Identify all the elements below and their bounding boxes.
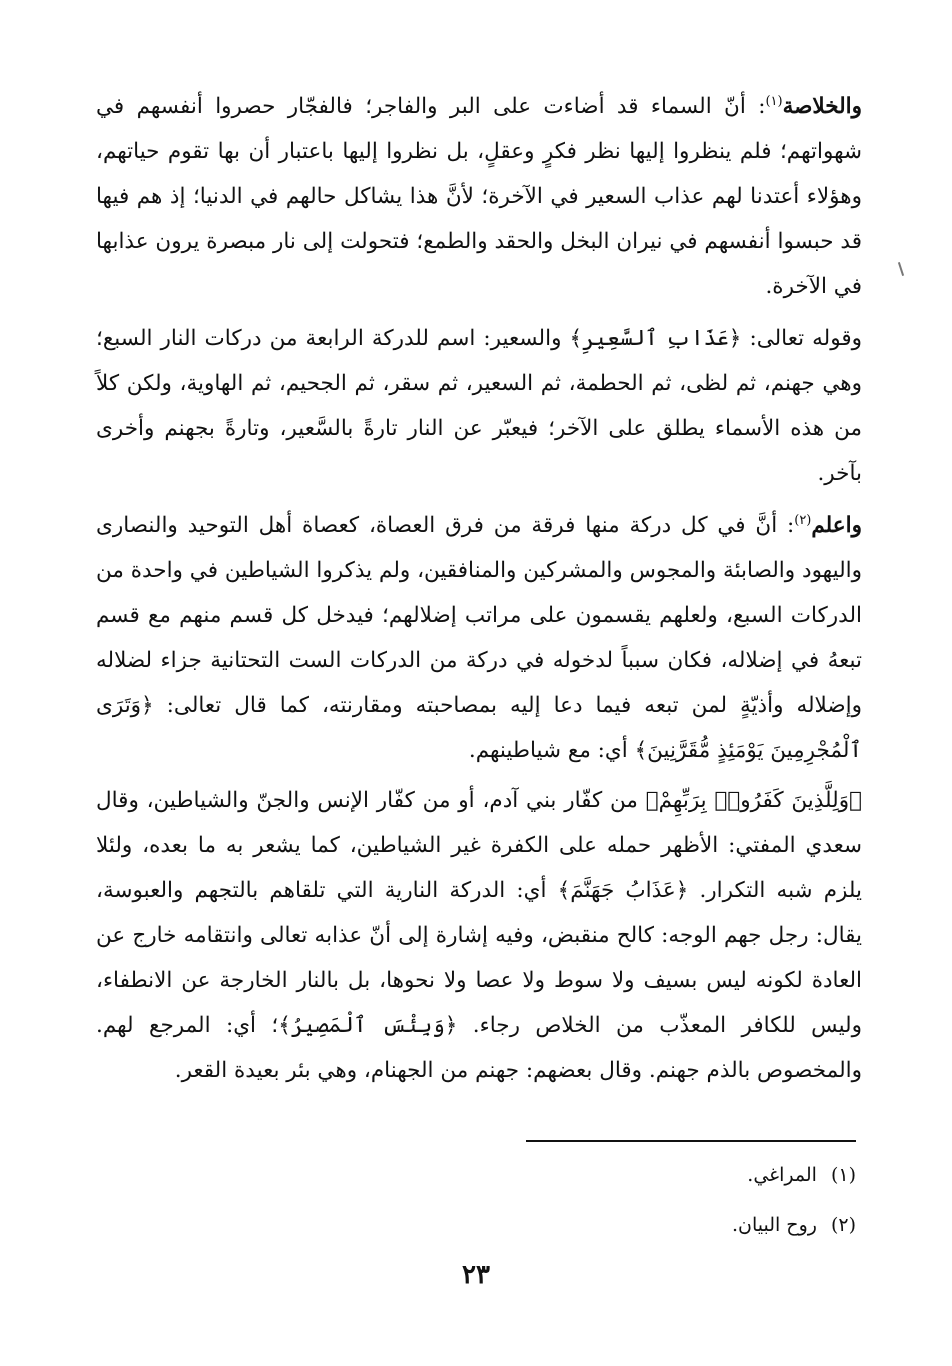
paragraph-summary bbox=[96, 84, 862, 309]
paragraph-text: من كفّار بني آدم، أو من كفّار الإنس والجنّ والشياطين، وقال سعدي المفتي: الأظهر حمله على الكفرة غير الشياطين، كما يشعر به ما بعده، ولئلا يلزم شبه التكرار. bbox=[96, 788, 863, 903]
quran-quote: ﴿عَذَابُ جَهَنَّمَ﴾ bbox=[557, 878, 689, 903]
footnote-text: المراغي. bbox=[747, 1164, 817, 1186]
paragraph-disbelievers bbox=[96, 778, 862, 1093]
paragraph-text: أي: مع شياطينهم. bbox=[468, 738, 635, 763]
footnote bbox=[732, 1210, 856, 1240]
paragraph-text: وقوله تعالى: bbox=[741, 326, 862, 351]
paragraph-text: : أنّ السماء قد أضاءت على البر والفاجر؛ فالفجّار حصروا أنفسهم في شهواتهم؛ فلم ينظروا إليها نظر فكرٍ وعقلٍ، بل نظروا إليها باعتبار أن بها تقوم حياتهم، وهؤلاء أعتدنا لهم عذاب السعير في الآخرة؛ لأنَّ هذا يشاكل حالهم في الدنيا؛ إذ هم فيها قد حبسوا أنفسهم في نيران البخل والحقد والطمع؛ فتحولت إلى نار مبصرة يرون عذابها في الآخرة. bbox=[96, 94, 862, 299]
paragraph-know bbox=[96, 503, 862, 773]
footnote-text: روح البيان. bbox=[731, 1214, 817, 1236]
paragraph-text: والسعير: اسم للدركة الرابعة من دركات النار السبع؛ وهي جهنم، ثم لظى، ثم الحطمة، ثم السعير، ثم سقر، ثم الجحيم، ثم الهاوية، ولكن كلاً من هذه الأسماء يطلق على الآخر؛ فيعبّر عن النار تارةً بالسَّعير، وتارةً بجهنم وأخرى بآخر. bbox=[96, 326, 862, 486]
footnote-ref[interactable]: (١) bbox=[765, 93, 783, 109]
paragraph-text: : أنَّ في كل دركة منها فرقة من فرق العصاة، كعصاة أهل التوحيد والنصارى واليهود والصابئة والمجوس والمشركين والمنافقين، ولم يذكروا الشياطين في واحدة من الدركات السبع، ولعلهم يقسمون على مراتب إضلالهم؛ فيدخل كل قسم منهم مع قسم تبعهُ في إضلاله، فكان سبباً لدخوله في دركة من الدركات الست التحتانية جزاء لضلاله وإضلاله وأذيّةٍ لمن تبعه فيما دعا إليه بمصاحبته ومقارنته، كما قال تعالى: bbox=[96, 513, 862, 718]
paragraph-text: أي: الدركة النارية التي تلقاهم بالتجهم والعبوسة، يقال: رجل جهم الوجه: كالح منقبض، وفيه إشارة إلى أنّ عذابه تعالى وانتقامه خارج عن العادة لكونه ليس بسيف ولا سوط ولا عصا ولا نحوها، بل بالنار الخارجة عن الانطفاء، وليس للكافر المعذّب من الخلاص رجاء. bbox=[96, 878, 862, 1038]
footnote bbox=[747, 1160, 856, 1190]
paragraph-saeer bbox=[96, 316, 862, 496]
quran-quote: ﴿وَلِلَّذِينَ كَفَرُوا۟ بِرَبِّهِمْ﴾ bbox=[645, 788, 862, 813]
footnote-separator bbox=[526, 1140, 856, 1142]
margin-mark bbox=[898, 262, 904, 276]
footnote-number: (١) bbox=[830, 1164, 856, 1186]
heading-word: واعلم bbox=[811, 513, 862, 538]
quran-quote: ﴿عَذَابِ ٱلسَّعِيرِ﴾ bbox=[569, 326, 742, 351]
page-number: ٢٣ bbox=[462, 1260, 490, 1290]
heading-word: والخلاصة bbox=[782, 94, 862, 119]
footnote-number: (٢) bbox=[830, 1214, 856, 1236]
footnote-ref[interactable]: (٢) bbox=[794, 512, 812, 528]
paragraph-text: ؛ أي: المرجع لهم. والمخصوص بالذم جهنم. وقال بعضهم: جهنم من الجهنام، وهي بئر بعيدة القعر. bbox=[96, 1013, 862, 1083]
quran-quote: ﴿وَتَرَى ٱلْمُجْرِمِينَ يَوْمَئِذٍ مُّقَرَّنِينَ﴾ bbox=[96, 693, 862, 763]
quran-quote: ﴿وَبِئْسَ ٱلْمَصِيرُ﴾ bbox=[278, 1013, 458, 1038]
